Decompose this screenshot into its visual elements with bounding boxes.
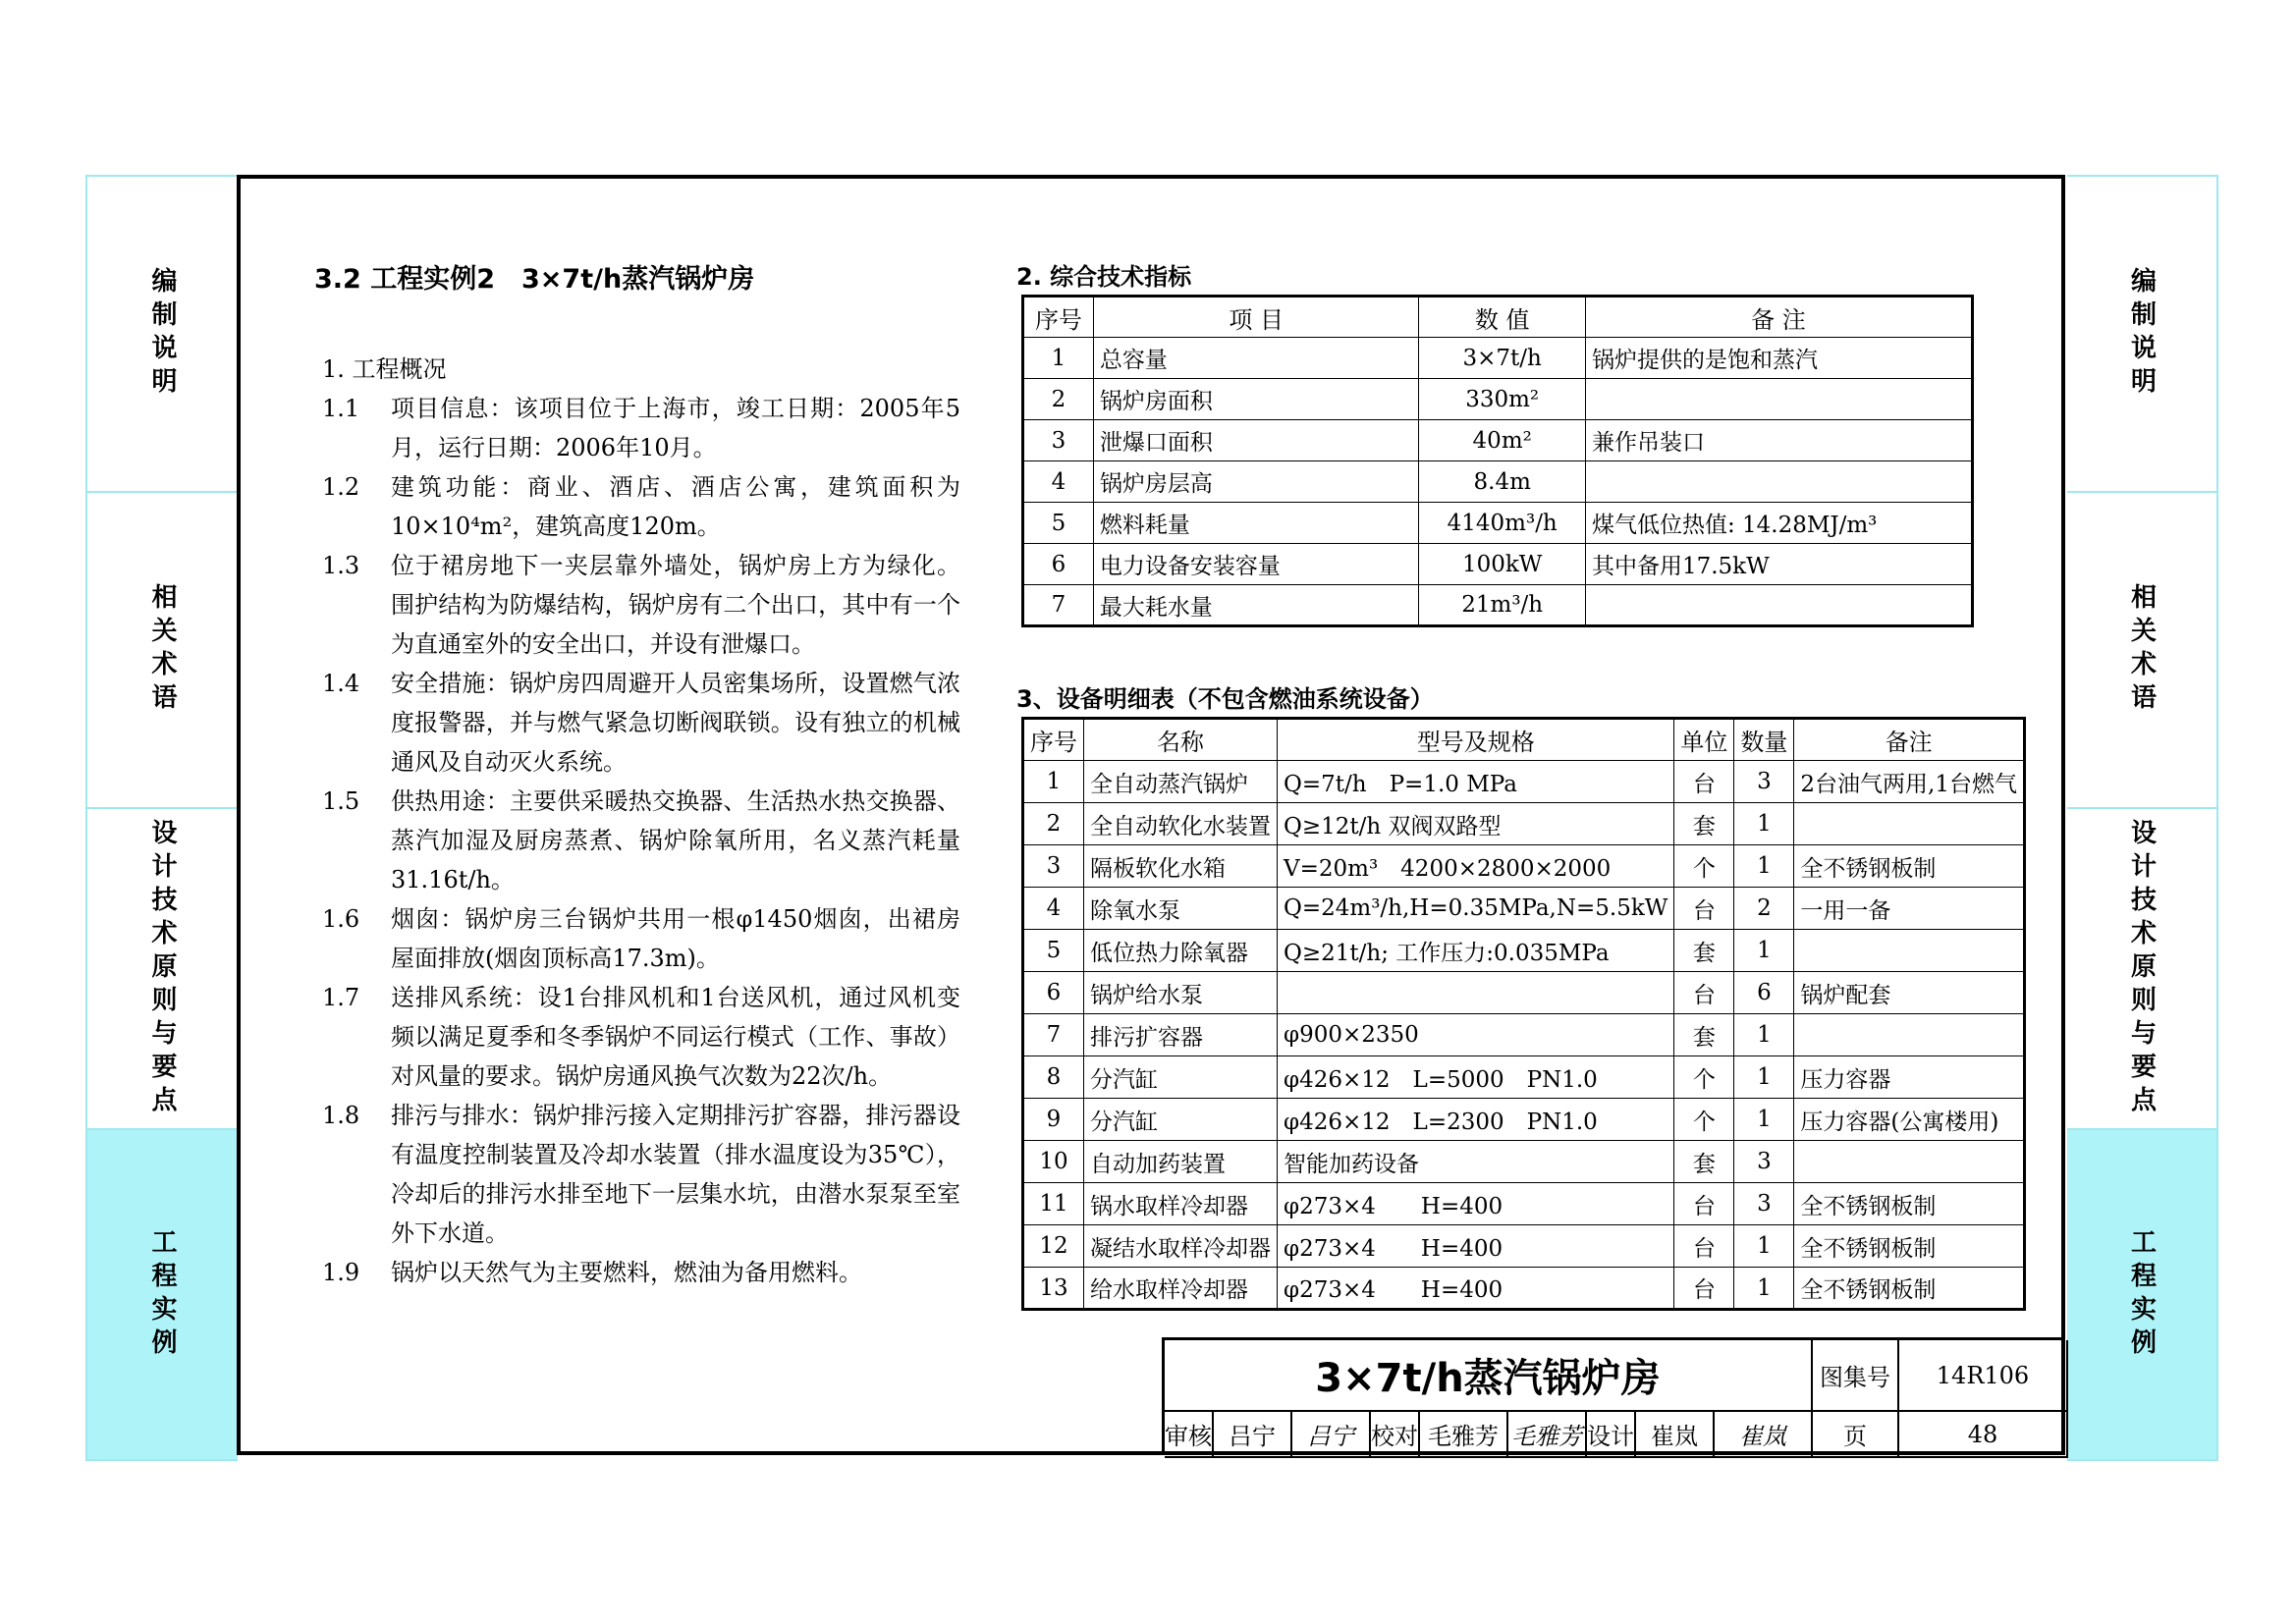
table-cell: 8 — [1023, 1056, 1084, 1099]
table-cell — [1585, 379, 1972, 420]
table-cell: 11 — [1023, 1183, 1084, 1225]
table-cell: 7 — [1023, 1014, 1084, 1056]
table-cell: 1 — [1734, 1268, 1794, 1310]
drawing-title: 3×7t/h蒸汽锅炉房 — [1165, 1340, 1813, 1412]
table-cell: 锅水取样冷却器 — [1084, 1183, 1278, 1225]
reviewer-signature: 吕宁 — [1292, 1412, 1371, 1458]
table-row — [1023, 803, 2025, 845]
table-header-cell: 单位 — [1674, 719, 1734, 761]
table-cell: 10 — [1023, 1141, 1084, 1183]
overview-heading: 1. 工程概况 — [322, 355, 447, 383]
table-cell: 全自动软化水装置 — [1084, 803, 1278, 845]
check-label: 校对 — [1371, 1412, 1420, 1458]
table-row — [1023, 503, 1973, 544]
title-block — [1162, 1337, 2065, 1455]
table-row — [1023, 761, 2025, 803]
page-number: 48 — [1899, 1412, 2068, 1458]
table-cell: 21m³/h — [1419, 585, 1586, 626]
table-row — [1023, 845, 2025, 888]
table-cell: 6 — [1023, 544, 1094, 585]
table-cell: 2台油气两用,1台燃气 — [1794, 761, 2025, 803]
left-side-tabs — [85, 175, 238, 1461]
equip-heading: 3、设备明细表（不包含燃油系统设备） — [1016, 685, 1434, 713]
table-cell: 4 — [1023, 888, 1084, 930]
table-row — [1023, 379, 1973, 420]
table-cell: 个 — [1674, 1056, 1734, 1099]
table-cell: φ426×12 L=5000 PN1.0 — [1278, 1056, 1674, 1099]
table-row — [1023, 1141, 2025, 1183]
table-cell: 1 — [1734, 1225, 1794, 1268]
table-cell: 台 — [1674, 761, 1734, 803]
table-cell: 4140m³/h — [1419, 503, 1586, 544]
table-cell: 电力设备安装容量 — [1093, 544, 1419, 585]
table-cell: V=20m³ 4200×2800×2000 — [1278, 845, 1674, 888]
overview-item: 1.9 锅炉以天然气为主要燃料，燃油为备用燃料。 — [322, 1259, 862, 1286]
table-cell: 自动加药装置 — [1084, 1141, 1278, 1183]
reviewer-name: 吕宁 — [1214, 1412, 1292, 1458]
table-cell: 7 — [1023, 585, 1094, 626]
table-cell: Q=24m³/h,H=0.35MPa,N=5.5kW — [1278, 888, 1674, 930]
table-cell: 低位热力除氧器 — [1084, 930, 1278, 972]
table-row — [1023, 461, 1973, 503]
table-row — [1023, 1099, 2025, 1141]
table-cell: 5 — [1023, 503, 1094, 544]
table-cell: 6 — [1734, 972, 1794, 1014]
overview-item: 1.3 位于裙房地下一夹层靠外墙处，锅炉房上方为绿化。 围护结构为防爆结构，锅炉房有二个出口，其中有一个为直通室外的安全出口，并设有泄爆口。 — [322, 552, 960, 658]
table-row — [1023, 1014, 2025, 1056]
table-cell: 1 — [1734, 1099, 1794, 1141]
table-cell: 2 — [1023, 803, 1084, 845]
table-cell: 排污扩容器 — [1084, 1014, 1278, 1056]
table-cell: 除氧水泵 — [1084, 888, 1278, 930]
table-cell: 40m² — [1419, 420, 1586, 461]
table-cell: 12 — [1023, 1225, 1084, 1268]
side-tab-examples-right[interactable]: 工程实例 — [2067, 1128, 2216, 1459]
table-row — [1023, 1183, 2025, 1225]
table-cell — [1794, 930, 2025, 972]
side-tab-terms[interactable]: 相关术语 — [87, 491, 238, 807]
overview-item: 1.8 排污与排水：锅炉排污接入定期排污扩容器，排污器设有温度控制装置及冷却水装置（排水温度设为35℃），冷却后的排污水排至地下一层集水坑，由潜水泵泵至室外下水道。 — [322, 1102, 960, 1247]
table-cell: 套 — [1674, 1141, 1734, 1183]
table-cell: 分汽缸 — [1084, 1099, 1278, 1141]
table-cell: 1 — [1734, 845, 1794, 888]
table-cell: 100kW — [1419, 544, 1586, 585]
table-cell: 全不锈钢板制 — [1794, 845, 2025, 888]
overview-item: 1.6 烟囱：锅炉房三台锅炉共用一根φ1450烟囱，出裙房屋面排放(烟囱顶标高17.3m)。 — [322, 905, 960, 972]
table-cell: 9 — [1023, 1099, 1084, 1141]
table-cell: 凝结水取样冷却器 — [1084, 1225, 1278, 1268]
table-cell: 全自动蒸汽锅炉 — [1084, 761, 1278, 803]
table-cell: φ273×4 H=400 — [1278, 1183, 1674, 1225]
table-header-cell: 备 注 — [1585, 297, 1972, 338]
table-row — [1023, 1056, 2025, 1099]
side-tab-principles[interactable]: 设计技术原则与要点 — [87, 807, 238, 1128]
table-row — [1023, 544, 1973, 585]
side-tab-principles-right[interactable]: 设计技术原则与要点 — [2067, 807, 2216, 1128]
table-cell: 全不锈钢板制 — [1794, 1268, 2025, 1310]
table-cell: 1 — [1023, 761, 1084, 803]
table-cell: 压力容器(公寓楼用) — [1794, 1099, 2025, 1141]
table-header-cell: 项 目 — [1093, 297, 1419, 338]
table-cell: 分汽缸 — [1084, 1056, 1278, 1099]
table-cell: 泄爆口面积 — [1093, 420, 1419, 461]
overview-item: 1.4 安全措施：锅炉房四周避开人员密集场所，设置燃气浓度报警器，并与燃气紧急切断阀联锁。设有独立的机械通风及自动灭火系统。 — [322, 670, 960, 776]
table-cell: 全不锈钢板制 — [1794, 1225, 2025, 1268]
overview-item: 1.5 供热用途：主要供采暖热交换器、生活热水热交换器、蒸汽加湿及厨房蒸煮、锅炉除氧所用，名义蒸汽耗量31.16t/h。 — [322, 787, 960, 893]
table-row — [1023, 888, 2025, 930]
table-cell: 锅炉配套 — [1794, 972, 2025, 1014]
table-cell — [1794, 803, 2025, 845]
table-cell: 4 — [1023, 461, 1094, 503]
table-cell: 330m² — [1419, 379, 1586, 420]
table-cell: 智能加药设备 — [1278, 1141, 1674, 1183]
side-tab-intro-right[interactable]: 编制说明 — [2067, 175, 2216, 491]
table-cell: 其中备用17.5kW — [1585, 544, 1972, 585]
table-cell: 燃料耗量 — [1093, 503, 1419, 544]
table-cell: 套 — [1674, 803, 1734, 845]
table-row — [1023, 1268, 2025, 1310]
table-cell: 3 — [1734, 1141, 1794, 1183]
table-cell: 3 — [1023, 420, 1094, 461]
table-cell — [1585, 461, 1972, 503]
table-cell: 2 — [1734, 888, 1794, 930]
table-cell: 锅炉房层高 — [1093, 461, 1419, 503]
tech-heading: 2. 综合技术指标 — [1016, 263, 1192, 291]
table-cell: 3×7t/h — [1419, 338, 1586, 379]
table-row — [1023, 338, 1973, 379]
table-cell: 套 — [1674, 1014, 1734, 1056]
table-cell: 个 — [1674, 845, 1734, 888]
table-cell: 8.4m — [1419, 461, 1586, 503]
table-row — [1023, 420, 1973, 461]
overview-section — [322, 350, 960, 1292]
design-label: 设计 — [1587, 1412, 1636, 1458]
page-title: 3.2 工程实例2 3×7t/h蒸汽锅炉房 — [314, 264, 755, 295]
atlas-number: 14R106 — [1899, 1340, 2068, 1412]
review-label: 审核 — [1165, 1412, 1214, 1458]
table-cell: φ426×12 L=2300 PN1.0 — [1278, 1099, 1674, 1141]
table-row — [1023, 1225, 2025, 1268]
table-cell: 1 — [1023, 338, 1094, 379]
table-row — [1023, 930, 2025, 972]
table-cell: 全不锈钢板制 — [1794, 1183, 2025, 1225]
equip-table — [1021, 717, 2026, 1311]
table-row — [1023, 972, 2025, 1014]
table-cell: 给水取样冷却器 — [1084, 1268, 1278, 1310]
checker-name: 毛雅芳 — [1420, 1412, 1508, 1458]
table-cell: 锅炉房面积 — [1093, 379, 1419, 420]
side-tab-examples[interactable]: 工程实例 — [87, 1128, 238, 1459]
overview-item: 1.1 项目信息：该项目位于上海市，竣工日期：2005年5月，运行日期：2006年10月。 — [322, 395, 960, 461]
table-cell: 13 — [1023, 1268, 1084, 1310]
table-cell — [1585, 585, 1972, 626]
table-cell: 煤气低位热值: 14.28MJ/m³ — [1585, 503, 1972, 544]
table-cell: Q≥21t/h; 工作压力:0.035MPa — [1278, 930, 1674, 972]
side-tab-terms-right[interactable]: 相关术语 — [2067, 491, 2216, 807]
table-header-cell: 备注 — [1794, 719, 2025, 761]
table-header-cell: 数 值 — [1419, 297, 1586, 338]
overview-item: 1.2 建筑功能：商业、酒店、酒店公寓，建筑面积为10×10⁴m²，建筑高度120m。 — [322, 473, 960, 540]
table-cell: 锅炉提供的是饱和蒸汽 — [1585, 338, 1972, 379]
table-cell: 台 — [1674, 1225, 1734, 1268]
table-cell: 锅炉给水泵 — [1084, 972, 1278, 1014]
table-cell: 套 — [1674, 930, 1734, 972]
table-cell: φ273×4 H=400 — [1278, 1225, 1674, 1268]
table-cell: 3 — [1734, 1183, 1794, 1225]
table-cell: 5 — [1023, 930, 1084, 972]
table-cell: 兼作吊装口 — [1585, 420, 1972, 461]
table-cell: 3 — [1734, 761, 1794, 803]
table-cell: 一用一备 — [1794, 888, 2025, 930]
table-cell: Q≥12t/h 双阀双路型 — [1278, 803, 1674, 845]
table-cell: 台 — [1674, 1183, 1734, 1225]
table-cell: 总容量 — [1093, 338, 1419, 379]
table-cell — [1794, 1141, 2025, 1183]
table-cell: 台 — [1674, 888, 1734, 930]
table-cell: 6 — [1023, 972, 1084, 1014]
checker-signature: 毛雅芳 — [1508, 1412, 1587, 1458]
side-tab-intro[interactable]: 编制说明 — [87, 175, 238, 491]
designer-signature: 崔岚 — [1715, 1412, 1813, 1458]
table-cell: 1 — [1734, 1014, 1794, 1056]
table-cell — [1794, 1014, 2025, 1056]
table-header-cell: 型号及规格 — [1278, 719, 1674, 761]
table-header-cell: 数量 — [1734, 719, 1794, 761]
page-label: 页 — [1813, 1412, 1899, 1458]
overview-item: 1.7 送排风系统：设1台排风机和1台送风机，通过风机变频以满足夏季和冬季锅炉不同运行模式（工作、事故）对风量的要求。锅炉房通风换气次数为22次/h。 — [322, 984, 960, 1090]
table-cell: 隔板软化水箱 — [1084, 845, 1278, 888]
table-cell — [1278, 972, 1674, 1014]
table-cell: 台 — [1674, 1268, 1734, 1310]
table-cell: φ273×4 H=400 — [1278, 1268, 1674, 1310]
table-header-cell: 序号 — [1023, 719, 1084, 761]
tech-table — [1021, 295, 1974, 627]
right-side-tabs — [2067, 175, 2218, 1461]
table-header-row — [1023, 297, 1973, 338]
table-cell: φ900×2350 — [1278, 1014, 1674, 1056]
table-cell: Q=7t/h P=1.0 MPa — [1278, 761, 1674, 803]
table-cell: 1 — [1734, 1056, 1794, 1099]
table-cell: 个 — [1674, 1099, 1734, 1141]
table-cell: 台 — [1674, 972, 1734, 1014]
atlas-label: 图集号 — [1813, 1340, 1899, 1412]
table-cell: 2 — [1023, 379, 1094, 420]
table-cell: 最大耗水量 — [1093, 585, 1419, 626]
table-header-cell: 序号 — [1023, 297, 1094, 338]
table-header-row — [1023, 719, 2025, 761]
designer-name: 崔岚 — [1636, 1412, 1715, 1458]
table-header-cell: 名称 — [1084, 719, 1278, 761]
table-cell: 1 — [1734, 803, 1794, 845]
table-cell: 3 — [1023, 845, 1084, 888]
table-row — [1023, 585, 1973, 626]
table-cell: 1 — [1734, 930, 1794, 972]
table-cell: 压力容器 — [1794, 1056, 2025, 1099]
